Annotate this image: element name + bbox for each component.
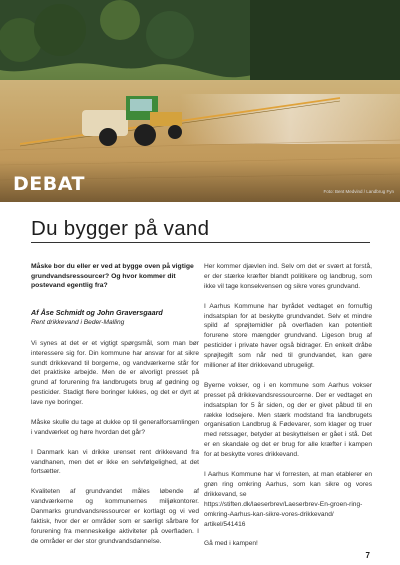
article-link[interactable] — [204, 500, 372, 530]
author-role: Rent drikkevand i Beder-Malling — [31, 318, 125, 326]
article-link-line[interactable]: artikel/541416 — [204, 520, 246, 528]
headline-divider — [31, 242, 370, 243]
right-column — [204, 262, 372, 559]
byline-spacer — [31, 328, 199, 339]
body-paragraph: Her kommer djævlen ind. Selv om det er svært at forstå, er der stærke kræfter blandt politikere og landbrug, som ikke vil tage konsekvensen og sikre vores grundvand. — [204, 263, 372, 290]
body-paragraph: I Aarhus Kommune har byrådet vedtaget en fornuftig indsatsplan for at beskytte grundvandet. Selv et mindre spild af sprøjtemidler på overfladen kan potentielt forurene store mængder grundvand. Ligeson brug af pesticider i private haver også bidrager. En enkelt dråbe sprøjtegift som når ned til grundvandet, kan gøre millioner af liter drikkevand ubrugeligt. — [204, 302, 372, 370]
field-sprayer-photo — [0, 0, 400, 202]
author-names: Af Åse Schmidt og John Graversgaard — [31, 307, 163, 317]
body-paragraph: Byerne vokser, og i en kommune som Aarhus vokser presset på drikkevandsressourcerne. Der er vedtaget en indsatsplan for 5 år siden, og der er givet påbud til en række lodsejere. Men stærk modstand fra landbrugets organisation Landbrug & Fødevarer, som klager og truer med retssager, betyder at beskyttelsen er gået i stå. Det er en skandale og det er brug for alle kræfter i kampen for at beskytte vores drikkevand. — [204, 381, 372, 459]
page-number: 7 — [365, 551, 370, 560]
closing-line: Gå med i kampen! — [204, 540, 258, 548]
body-paragraph: I Danmark kan vi drikke urenset rent drikkevand fra vandhanen, men det er ikke en selvfølgelighed, at det fortsætter. — [31, 448, 199, 476]
article-lead: Måske bor du eller er ved at bygge oven på vigtige grundvandsressourcer? Og hvor kommer dit postevand egentlig fra? — [31, 263, 194, 290]
body-paragraph: Måske skulle du tage at dukke op til generalforsamlingen i vandværket og høre hvordan det går? — [31, 418, 199, 436]
body-paragraph: Vi synes at det er et vigtigt spørgsmål, som man bør interessere sig for. Din kommune har ansvar for at sikre sundt drikkevand til borgerne, og vandværkerne står for det praktiske arbejde. Men de er alvorligt presset på grund af forurening fra landbrugets brug af gødning og pesticider. Stadigt flere boringer lukkes, og det er dyrt at lave nye boringer. — [31, 339, 199, 407]
article-link-line[interactable]: https://stiften.dk/laeserbrev/Laeserbrev-En-groen-ring-omkring-Aarhus-kan-sikre-vores-drikkevand/ — [204, 500, 363, 518]
body-paragraph: Kvaliteten af grundvandet måles løbende af vandværkerne og kommunernes miljøkontorer. Danmarks grundvandsressourcer er kortlagt og vi ved faktisk, hvor der er områder som er særligt sårbare for forurening fra menneskelige aktiviteter på overfladen. I de områder er der stor grundvandsdannelse. — [31, 488, 199, 545]
article-headline: Du bygger på vand — [31, 217, 210, 240]
hero-photo — [0, 0, 400, 202]
section-kicker: DEBAT — [13, 173, 85, 195]
photo-credit: Foto: Bent Medvind / Landbrug Fyn — [323, 189, 394, 194]
byline — [31, 308, 199, 328]
left-column — [31, 262, 199, 557]
body-text: I Aarhus Kommune har vi forresten, at man etablerer en grøn ring omkring Aarhus, som kan sikre og vores drikkevand, se — [204, 470, 372, 498]
body-paragraph — [204, 470, 372, 529]
